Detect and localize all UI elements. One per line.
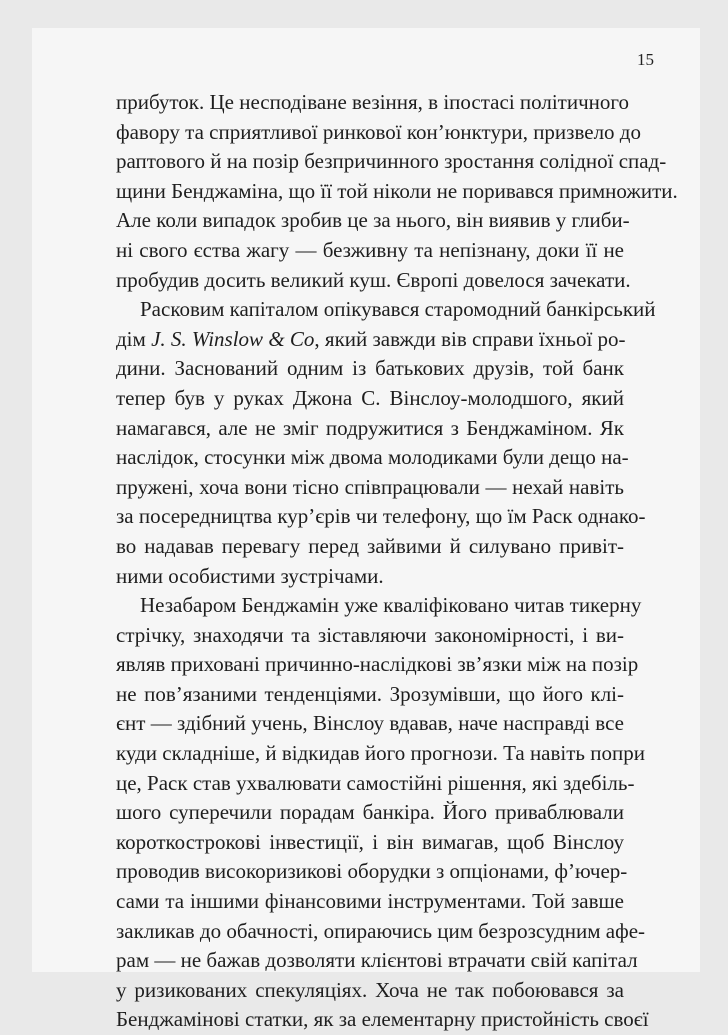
- text-line: не пов’язаними тенденціями. Зрозумівши, що його клі-: [116, 681, 624, 706]
- text-line: раптового й на позір безпричинного зростання солідної спад-: [116, 149, 667, 174]
- text-line: во надавав перевагу перед зайвими й силувано привіт-: [116, 533, 624, 558]
- text-line: рам — не бажав дозволяти клієнтові втрачати свій капітал: [116, 948, 638, 973]
- text-line: фавору та сприятливої ринкової кон’юнктури, призвело до: [116, 119, 641, 144]
- text-line: проводив високоризикові оборудки з опціонами, ф’ючер-: [116, 859, 628, 884]
- text-line: короткострокові інвестиції, і він вимагав, щоб Вінслоу: [116, 829, 624, 854]
- text-line: сами та іншими фінансовими інструментами. Той завше: [116, 889, 624, 914]
- text-line: це, Раск став ухвалювати самостійні рішення, які здебіль-: [116, 770, 635, 795]
- text-line: у ризикованих спекуляціях. Хоча не так побоювався за: [116, 977, 624, 1002]
- text-line: єнт — здібний учень, Вінслоу вдавав, наче насправді все: [116, 711, 624, 736]
- text-line: намагався, але не зміг подружитися з Бенджаміном. Як: [116, 415, 624, 440]
- text-line: наслідок, стосунки між двома молодиками були дещо на-: [116, 445, 629, 470]
- bank-name-italic: J. S. Winslow & Co: [151, 326, 315, 351]
- paragraph-1: [116, 88, 678, 295]
- text-line: стрічку, знаходячи та зіставляючи закономірності, і ви-: [116, 622, 624, 647]
- paragraph-3: [116, 591, 649, 1035]
- text-line: Бенджамінові статки, як за елементарну пристойність своєї: [116, 1007, 649, 1032]
- text-line: ними особистими зустрічами.: [116, 563, 384, 588]
- text-line: ні свого єства жагу — безживну та непізнану, доки її не: [116, 237, 624, 262]
- text-fragment: дім: [116, 326, 152, 351]
- text-line: дини. Заснований одним із батькових друзів, той банк: [116, 356, 624, 381]
- text-line: Расковим капіталом опікувався старомодний банкірський: [140, 297, 656, 322]
- text-line: прибуток. Це несподіване везіння, в іпостасі політичного: [116, 90, 629, 114]
- text-line: щини Бенджаміна, що її той ніколи не поривався примножити.: [116, 178, 678, 203]
- paragraph-2: [116, 295, 656, 591]
- text-line-with-italic: [116, 325, 624, 355]
- text-line: куди складніше, й відкидав його прогнози. Та навіть попри: [116, 741, 645, 766]
- text-line: являв приховані причинно-наслідкові зв’язки між на позір: [116, 652, 639, 677]
- text-line: Але коли випадок зробив це за нього, він виявив у глиби-: [116, 208, 630, 233]
- text-line: шого суперечили порадам банкіра. Його приваблювали: [116, 800, 624, 825]
- text-line: Незабаром Бенджамін уже кваліфіковано читав тикерну: [140, 593, 642, 618]
- text-line: закликав до обачності, опираючись цим безрозсудним афе-: [116, 918, 646, 943]
- text-line: пробудив досить великий куш. Європі довелося зачекати.: [116, 267, 631, 292]
- text-line: тепер був у руках Джона С. Вінслоу-молодшого, який: [116, 385, 624, 410]
- book-page: [32, 28, 700, 1032]
- body-text: [116, 88, 678, 1035]
- text-fragment: , який завжди вів справи їхньої ро-: [314, 326, 626, 351]
- text-line: пружені, хоча вони тісно співпрацювали — нехай навіть: [116, 474, 624, 499]
- page-number: 15: [637, 50, 654, 69]
- text-line: за посередництва кур’єрів чи телефону, що їм Раск однако-: [116, 504, 646, 529]
